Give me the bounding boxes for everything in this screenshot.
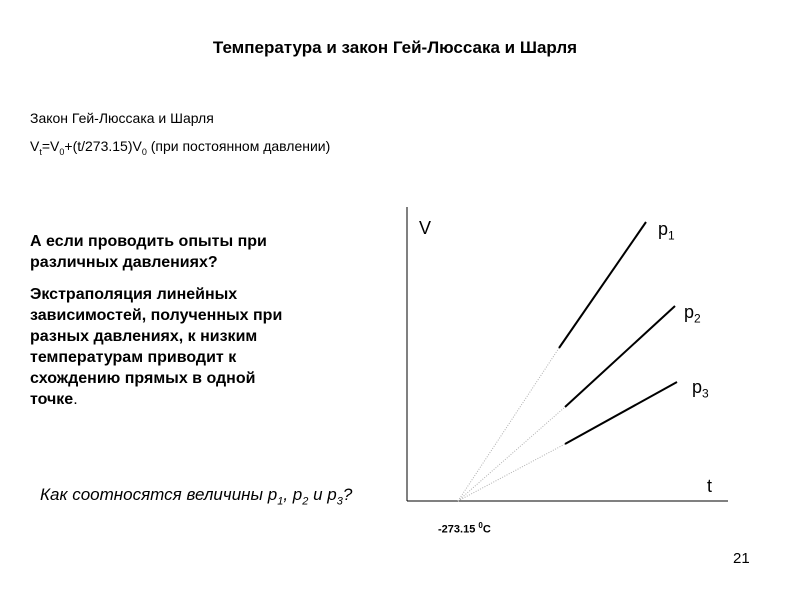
explanation-body: Экстраполяция линейных зависимостей, полученных при разных давлениях, к низким температурам приводит к схождению прямых в одной точке <box>30 286 283 408</box>
p2-sub: 2 <box>694 311 701 326</box>
q2-part3: и p <box>308 485 337 504</box>
line-label-p2 <box>684 302 701 326</box>
question-text: А если проводить опыты при различных давлениях? <box>30 233 267 271</box>
formula-sub-0b: 0 <box>141 146 147 157</box>
q2-part2: , p <box>283 485 303 504</box>
q2-sub3: 3 <box>336 495 343 508</box>
p1-sub: 1 <box>668 228 675 243</box>
y-axis-label: V <box>419 218 432 238</box>
formula-sub-t: t <box>39 146 42 157</box>
line-label-p1 <box>658 219 675 243</box>
law-name: Закон Гей-Люссака и Шарля <box>30 110 214 126</box>
extrapolation-line-p3 <box>458 444 565 501</box>
line-label-p3 <box>692 377 709 401</box>
abszero-unit: C <box>482 523 491 536</box>
p2-letter: p <box>684 302 695 322</box>
p1-letter: p <box>658 219 669 239</box>
extrapolation-line-p1 <box>458 348 559 501</box>
p3-sub: 3 <box>702 386 709 401</box>
formula-mid: +(t/273.15)V <box>64 138 142 154</box>
p3-letter: p <box>692 377 703 397</box>
q2-sub1: 1 <box>277 495 284 508</box>
extrapolation-line-p2 <box>458 407 565 501</box>
isobar-line-p1 <box>559 222 646 348</box>
q2-part4: ? <box>342 485 353 504</box>
formula-tail: (при постоянном давлении) <box>146 138 331 154</box>
q2-part1: Как соотносятся величины p <box>40 485 278 504</box>
explanation-period: . <box>73 391 78 408</box>
abszero-degree: 0 <box>478 521 483 530</box>
abszero-value: -273.15 <box>438 523 479 536</box>
formula-eq: =V <box>41 138 60 154</box>
page-number: 21 <box>733 550 750 567</box>
absolute-zero-label <box>438 521 491 536</box>
formula-sub-0: 0 <box>59 146 65 157</box>
q2-sub2: 2 <box>302 495 309 508</box>
x-axis-label: t <box>707 476 713 496</box>
formula-v: V <box>30 138 40 154</box>
slide-title: Температура и закон Гей-Люссака и Шарля <box>212 38 578 57</box>
